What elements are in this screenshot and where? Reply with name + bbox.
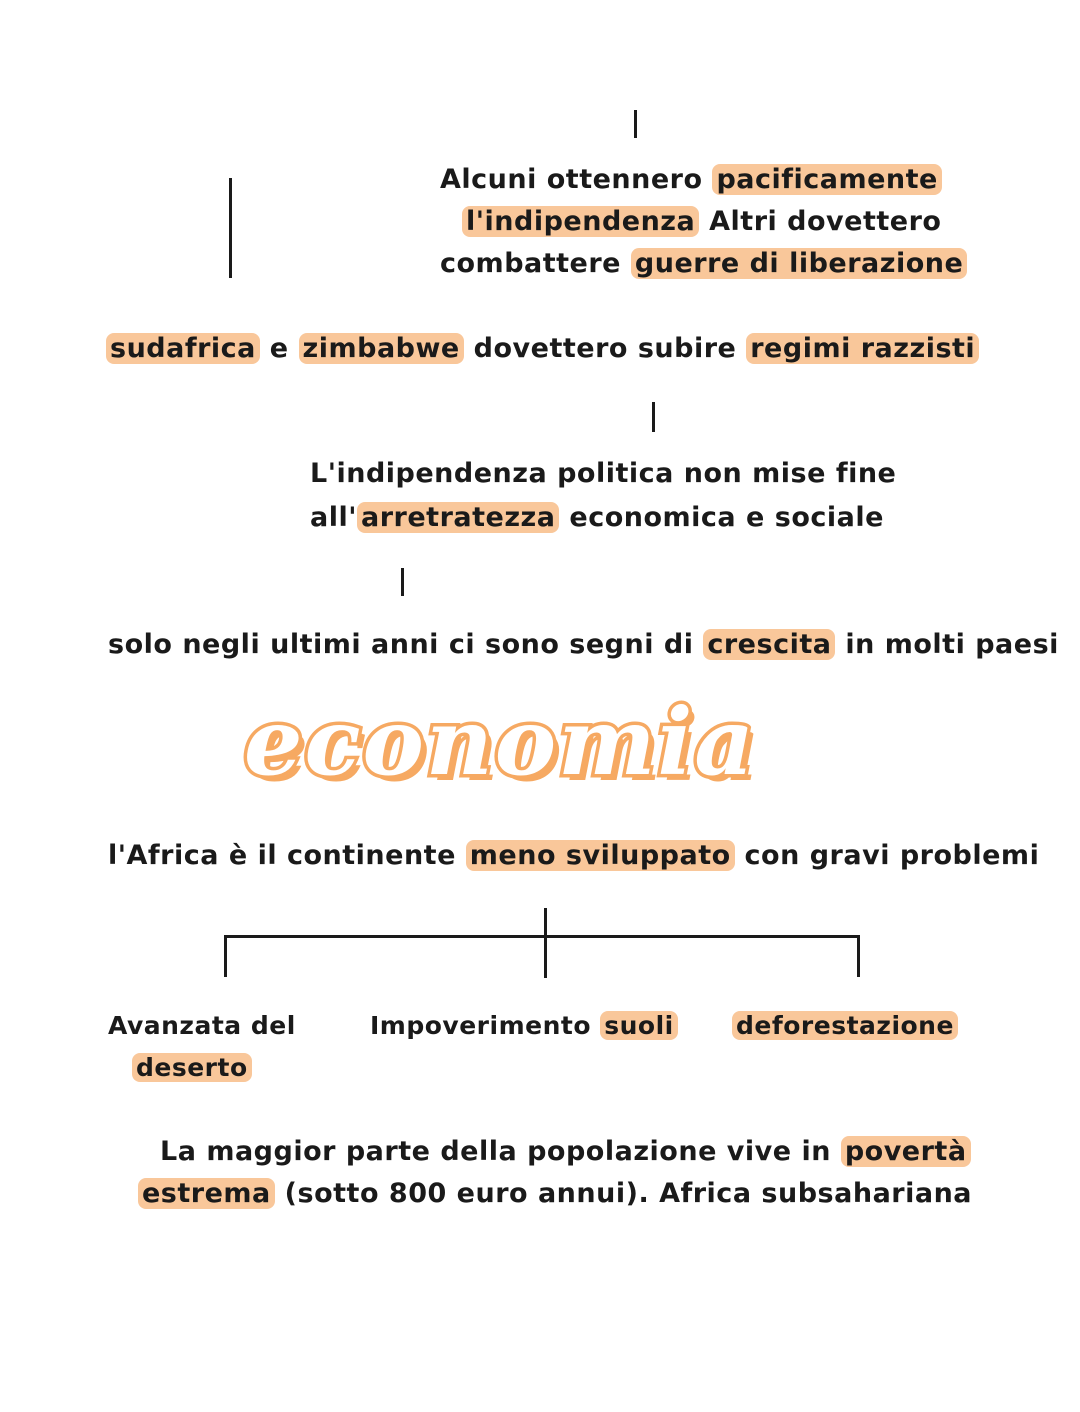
highlight-meno-sviluppato: meno sviluppato (466, 840, 735, 871)
highlight-crescita: crescita (703, 629, 835, 660)
tree-stem (544, 908, 547, 978)
tree-branch-right (857, 935, 860, 977)
connector-line-top (634, 110, 637, 138)
highlight-arretratezza: arretratezza (357, 502, 559, 533)
block6-line2 (138, 1176, 972, 1212)
tree-crossbar (224, 935, 860, 938)
branch-middle-text: Impoverimento (370, 1011, 601, 1040)
block6-text: La maggior parte della popolazione vive in (160, 1136, 841, 1167)
block1-line2 (462, 204, 941, 240)
branch-left-line1: Avanzata del (108, 1011, 296, 1040)
connector-line-2 (652, 402, 655, 432)
highlight-sudafrica: sudafrica (106, 333, 260, 364)
block5-text: l'Africa è il continente (108, 840, 466, 871)
block6-line1 (160, 1134, 971, 1170)
highlight-estrema: estrema (138, 1178, 275, 1209)
branch-middle (370, 1008, 678, 1044)
highlight-deserto: deserto (132, 1053, 252, 1082)
block4-text: in molti paesi (835, 629, 1059, 660)
block5-line (108, 838, 1039, 874)
block1-text: Alcuni ottennero (440, 164, 713, 195)
block1-text: Altri dovettero (699, 206, 942, 237)
connector-line-left (229, 178, 232, 278)
highlight-zimbabwe: zimbabwe (299, 333, 464, 364)
block1-line3 (440, 246, 967, 282)
highlight-guerre: guerre di liberazione (631, 248, 967, 279)
connector-line-3 (401, 568, 404, 596)
block1-text: combattere (440, 248, 631, 279)
block1-line1 (440, 162, 942, 198)
block3-text: economica e sociale (559, 502, 884, 533)
block5-text: con gravi problemi (734, 840, 1040, 871)
highlight-deforestazione: deforestazione (732, 1011, 958, 1040)
highlight-regimi: regimi razzisti (746, 333, 979, 364)
tree-branch-left (224, 935, 227, 977)
highlight-suoli: suoli (600, 1011, 678, 1040)
section-title: economia (243, 688, 757, 796)
branch-left-line2 (132, 1050, 252, 1086)
block3-line2 (310, 500, 884, 536)
block6-text: (sotto 800 euro annui). Africa subsahariana (274, 1178, 973, 1209)
block4-line (108, 627, 1059, 663)
branch-right (732, 1008, 958, 1044)
highlight-indipendenza: l'indipendenza (462, 206, 699, 237)
block4-text: solo negli ultimi anni ci sono segni di (108, 629, 704, 660)
block3-text: all' (310, 502, 357, 533)
highlight-poverta: povertà (841, 1136, 971, 1167)
block2-line (106, 331, 979, 367)
block2-text: dovettero subire (463, 333, 747, 364)
block3-line1: L'indipendenza politica non mise fine (310, 458, 897, 489)
highlight-pacificamente: pacificamente (712, 164, 941, 195)
block2-text: e (259, 333, 299, 364)
